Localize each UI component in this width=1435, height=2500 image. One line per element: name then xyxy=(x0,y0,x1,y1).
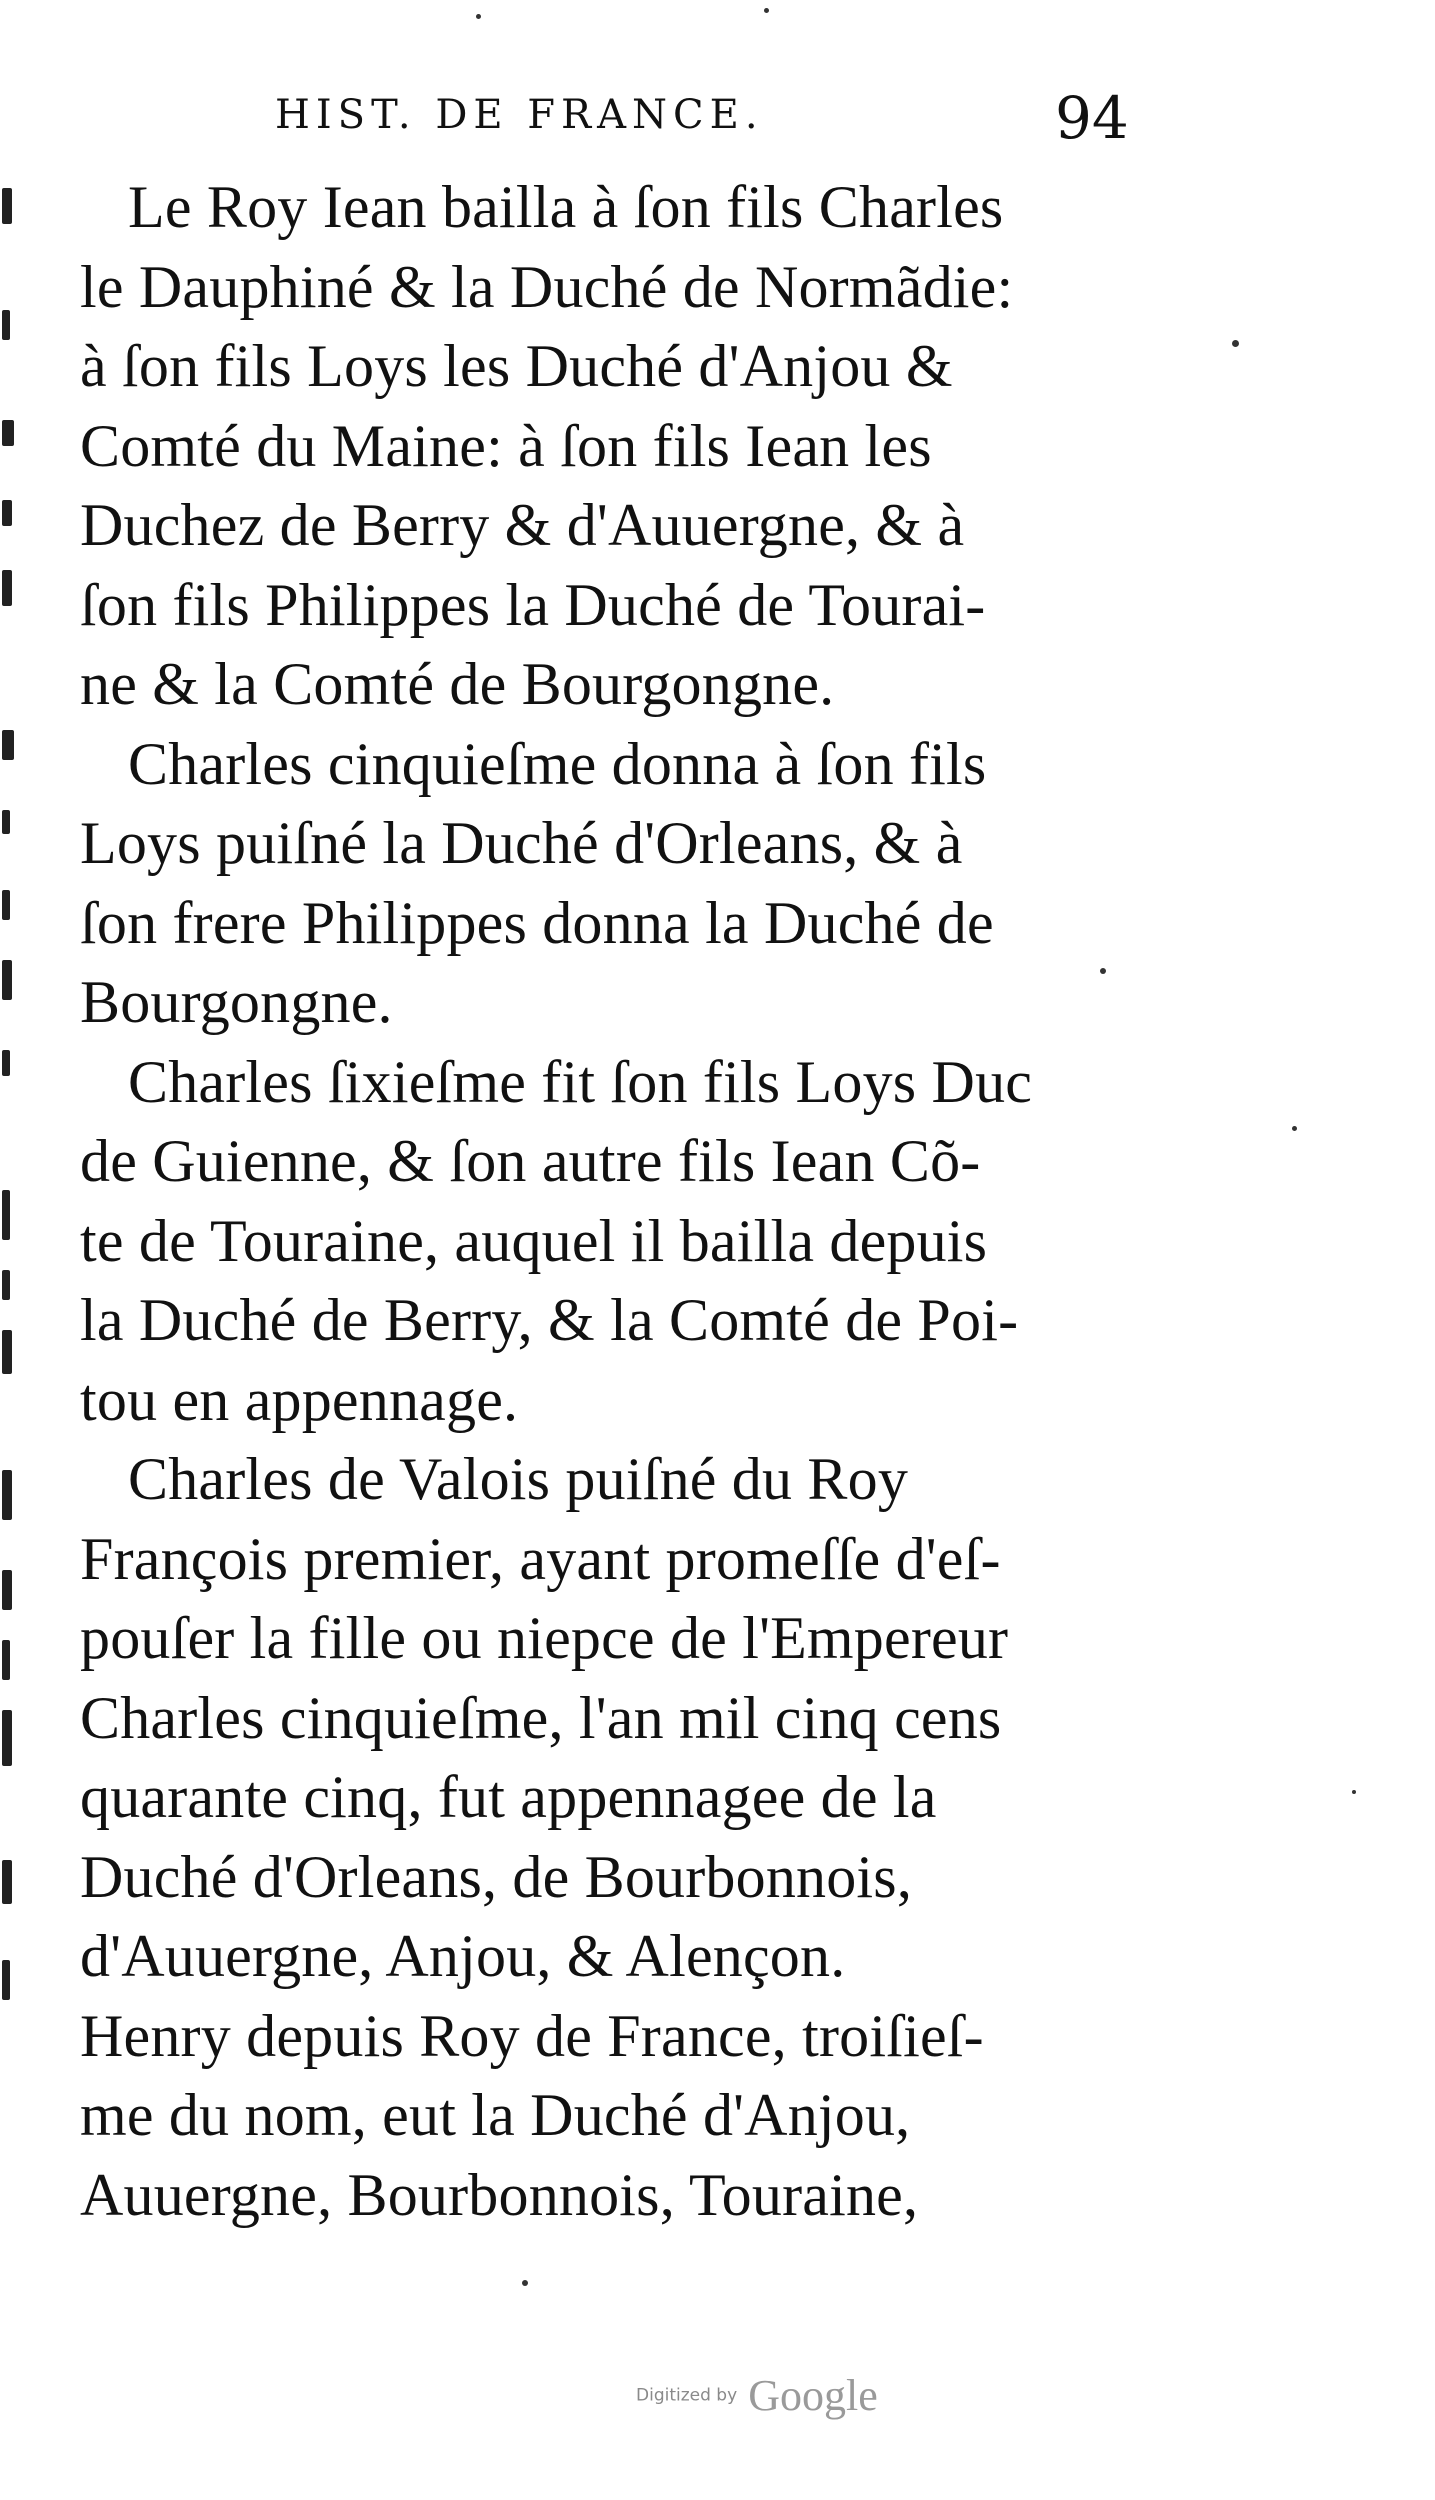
ink-speck xyxy=(476,14,481,19)
text-line: Duchez de Berry & d'Auuergne, & à xyxy=(80,492,965,558)
ink-speck xyxy=(522,2280,528,2286)
text-line: à ſon fils Loys les Duché d'Anjou & xyxy=(80,333,953,399)
digitized-by-label: Digitized by xyxy=(636,2385,738,2406)
text-line: Le Roy Iean bailla à ſon fils Charles xyxy=(128,174,1004,240)
ink-speck xyxy=(1292,1126,1297,1131)
text-line: Comté du Maine: à ſon fils Iean les xyxy=(80,412,932,479)
text-line: Charles de Valois puiſné du Roy xyxy=(128,1446,909,1512)
text-line: me du nom, eut la Duché d'Anjou, xyxy=(80,2082,911,2148)
page-number: 94 xyxy=(1055,84,1129,152)
google-logo: Google xyxy=(748,2371,878,2420)
text-line: Charles ſixieſme fit ſon fils Loys Duc xyxy=(128,1048,1033,1115)
text-line: ſon frere Philippes donna la Duché de xyxy=(80,889,994,956)
ink-speck xyxy=(1352,1790,1356,1794)
text-line: Henry depuis Roy de France, troiſieſ- xyxy=(80,2002,984,2069)
text-line: François premier, ayant promeſſe d'eſ- xyxy=(80,1525,1001,1592)
text-line: ne & la Comté de Bourgongne. xyxy=(80,651,835,717)
text-line: pouſer la fille ou niepce de l'Empereur xyxy=(80,1605,1009,1671)
ink-speck xyxy=(1232,340,1239,347)
text-line: Loys puiſné la Duché d'Orleans, & à xyxy=(80,810,963,876)
body-text xyxy=(80,168,1190,2235)
text-line: de Guienne, & ſon autre fils Iean Cõ- xyxy=(80,1128,981,1194)
text-line: Charles cinquieſme donna à ſon fils xyxy=(128,730,987,797)
digitized-by-google-watermark xyxy=(636,2370,878,2430)
text-line: la Duché de Berry, & la Comté de Poi- xyxy=(80,1287,1019,1353)
text-line: te de Touraine, auquel il bailla depuis xyxy=(80,1207,988,1274)
running-head-title: HIST. DE FRANCE. xyxy=(275,92,764,138)
text-line: Duché d'Orleans, de Bourbonnois, xyxy=(80,1843,913,1910)
text-line: d'Auuergne, Anjou, & Alençon. xyxy=(80,1923,846,1989)
left-margin-bleed-marks xyxy=(0,170,22,2030)
running-head xyxy=(275,84,1175,162)
text-line: le Dauphiné & la Duché de Normãdie: xyxy=(80,253,1014,320)
text-line: ſon fils Philippes la Duché de Tourai- xyxy=(80,571,986,638)
text-line: quarante cinq, fut appennagee de la xyxy=(80,1764,937,1830)
text-line: tou en appennage. xyxy=(80,1366,519,1433)
ink-speck xyxy=(764,8,769,13)
text-line: Bourgongne. xyxy=(80,969,393,1035)
ink-speck xyxy=(1100,968,1106,974)
text-line: Auuergne, Bourbonnois, Touraine, xyxy=(80,2161,919,2228)
text-line: Charles cinquieſme, l'an mil cinq cens xyxy=(80,1684,1002,1751)
